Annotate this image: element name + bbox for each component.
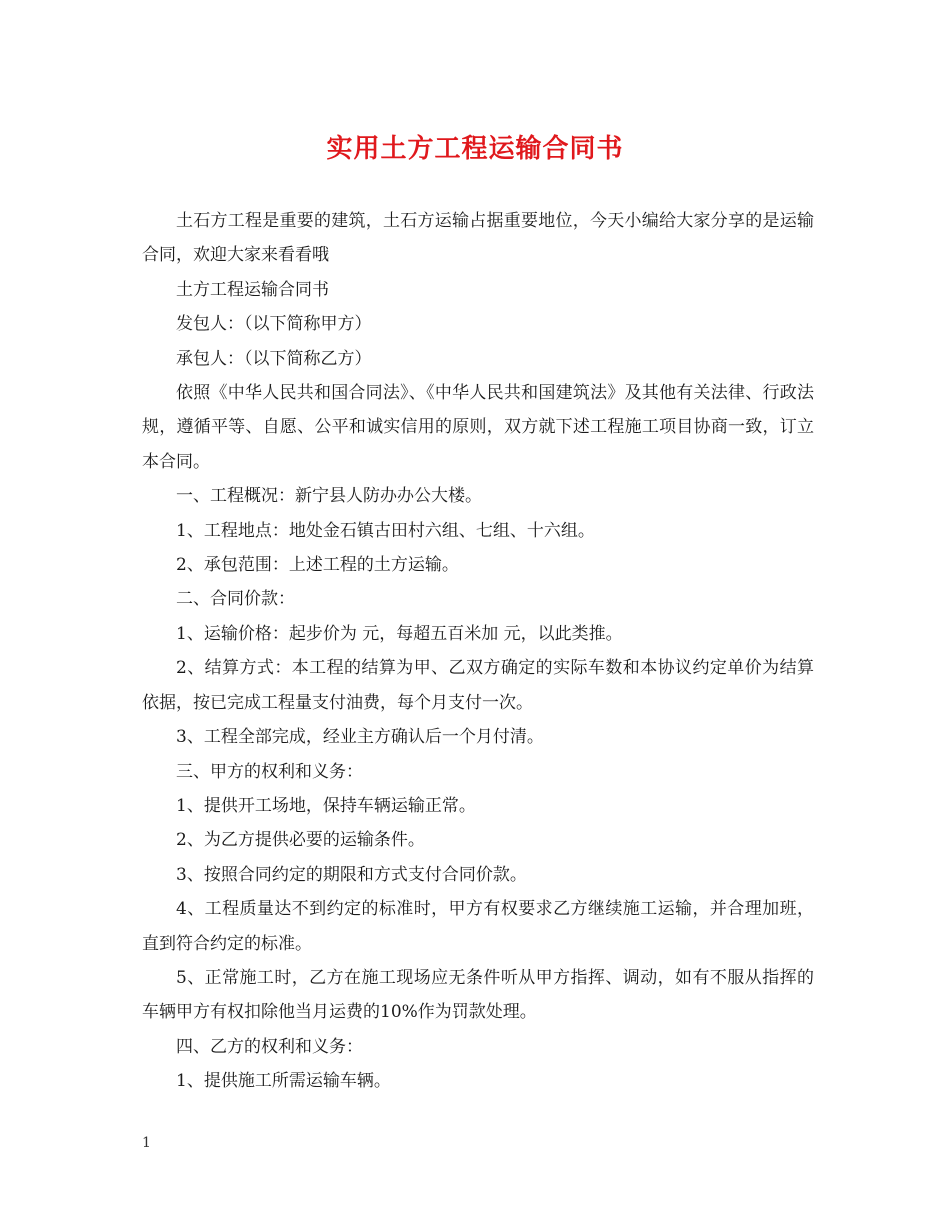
page-number: 1 (142, 1135, 151, 1151)
paragraph-intro: 土石方工程是重要的建筑，土石方运输占据重要地位，今天小编给大家分享的是运输合同，欢迎大家来看看哦 (142, 211, 814, 266)
clause-a-conditions: 2、为乙方提供必要的运输条件。 (176, 830, 425, 851)
clause-b-vehicles: 1、提供施工所需运输车辆。 (176, 1071, 391, 1092)
clause-a-command: 5、正常施工时，乙方在施工现场应无条件听从甲方指挥、调动，如有不服从指挥的车辆甲方有权扣除他当月运费的10%作为罚款处理。 (142, 967, 814, 1023)
paragraph-party-a: 发包人：（以下简称甲方） (176, 314, 372, 335)
clause-settlement: 2、结算方式：本工程的结算为甲、乙双方确定的实际车数和本协议约定单价为结算依据，按已完成工程量支付油费，每个月支付一次。 (142, 658, 814, 713)
section-heading-price: 二、合同价款： (176, 589, 295, 610)
section-heading-overview: 一、工程概况：新宁县人防办办公大楼。 (176, 486, 482, 507)
paragraph-subtitle: 土方工程运输合同书 (176, 279, 329, 300)
section-heading-party-b-rights: 四、乙方的权利和义务： (176, 1036, 363, 1057)
paragraph-legal-basis: 依照《中华人民共和国合同法》、《中华人民共和国建筑法》及其他有关法律、行政法规，遵循平等、自愿、公平和诚实信用的原则，双方就下述工程施工项目协商一致，订立本合同。 (142, 383, 814, 472)
clause-a-site: 1、提供开工场地，保持车辆运输正常。 (176, 795, 476, 816)
section-heading-party-a-rights: 三、甲方的权利和义务： (176, 761, 363, 782)
paragraph-party-b: 承包人：（以下简称乙方） (176, 348, 372, 369)
clause-a-quality: 4、工程质量达不到约定的标准时，甲方有权要求乙方继续施工运输，并合理加班，直到符合约定的标准。 (142, 899, 814, 954)
document-title: 实用土方工程运输合同书 (326, 134, 624, 164)
clause-location: 1、工程地点：地处金石镇古田村六组、七组、十六组。 (176, 520, 595, 541)
clause-final-payment: 3、工程全部完成，经业主方确认后一个月付清。 (176, 727, 544, 748)
clause-a-payment: 3、按照合同约定的期限和方式支付合同价款。 (176, 864, 527, 885)
clause-scope: 2、承包范围：上述工程的土方运输。 (176, 555, 459, 576)
clause-transport-price: 1、运输价格：起步价为 元，每超五百米加 元，以此类推。 (176, 623, 623, 644)
document-body (142, 204, 814, 1099)
